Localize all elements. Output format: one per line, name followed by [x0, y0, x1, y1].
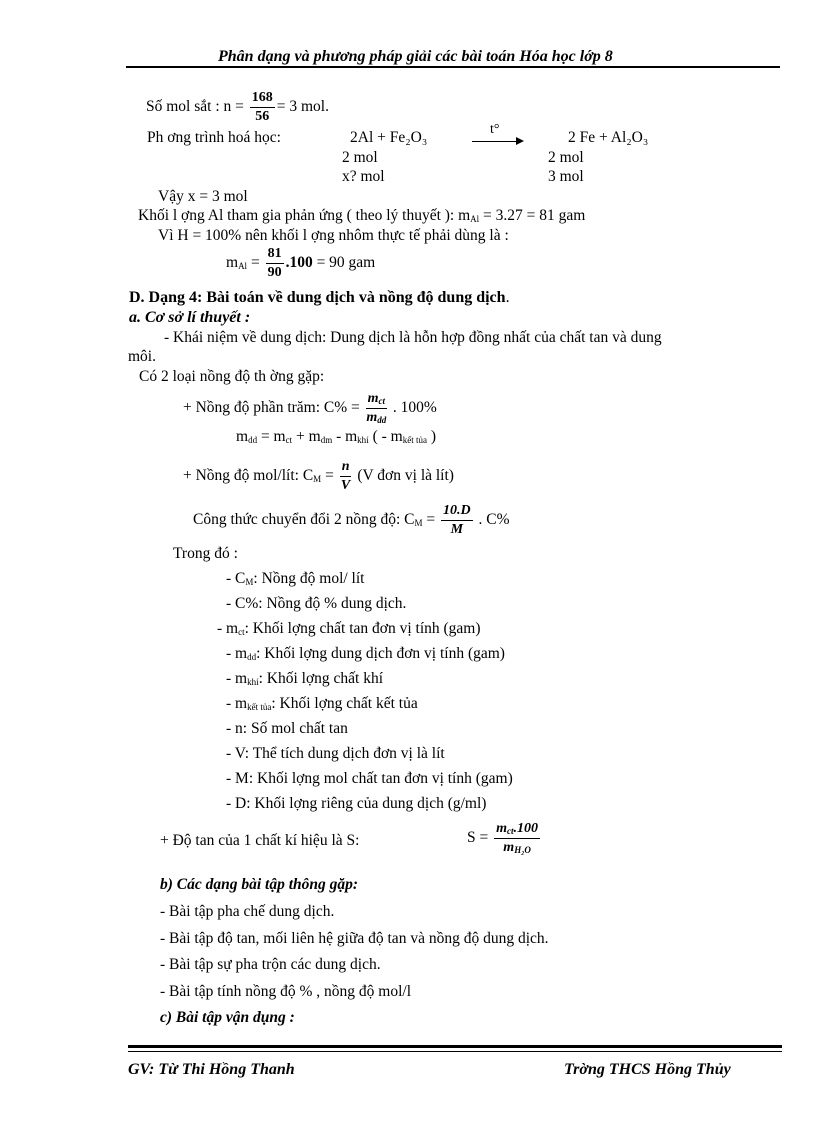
percent-den-sub: dd: [377, 415, 387, 425]
exercise-item: - Bài tập độ tan, mối liên hệ giữa độ tan và nồng độ dung dịch.: [160, 929, 549, 947]
header-rule: [126, 66, 780, 68]
s-den: m: [503, 840, 515, 855]
footer-rule-thin: [128, 1051, 782, 1052]
cm-label: + Nồng độ mol/lít: C: [183, 467, 314, 485]
definition-post: : Nồng độ mol/ lít: [253, 570, 365, 587]
mal-equals: =: [247, 254, 264, 272]
aluminum-mass-text: Khối l ợng Al tham gia phản ứng ( theo lý thuyết ): m: [138, 207, 471, 224]
mol-prefix: Số mol sắt : n =: [146, 98, 248, 116]
mdd-m: m: [236, 428, 249, 445]
cm-denominator: V: [340, 478, 351, 493]
subsection-c: c) Bài tập vận dụng :: [160, 1009, 295, 1026]
s-num-tail: .100: [513, 821, 539, 836]
definition-sub: kết tủa: [247, 702, 272, 712]
percent-label: + Nồng độ phần trăm: C% =: [183, 399, 364, 417]
definition-sub: dd: [247, 652, 257, 662]
mdd-khi: khí: [357, 435, 369, 445]
subsection-b: b) Các dạng bài tập thông gặp:: [160, 876, 359, 893]
mal-numerator: 81: [266, 247, 284, 264]
mal-multiplier: .100: [285, 254, 313, 272]
exercise-item: - Bài tập tính nồng độ % , nồng độ mol/l: [160, 982, 411, 1000]
s-num: m: [496, 821, 508, 836]
definition-pre: - C: [226, 570, 246, 587]
where-label: Trong đó :: [173, 545, 238, 562]
mdd-dm: dm: [320, 435, 333, 445]
definition-sub: ct: [238, 627, 245, 637]
exercise-item: - Bài tập pha chế dung dịch.: [160, 903, 335, 920]
conv-sub: M: [414, 518, 423, 529]
mal-fraction: [266, 247, 284, 280]
definition-pre: - m: [217, 620, 239, 637]
definition-pre: - D: Khối lợng riêng của dung dịch (g/ml): [226, 795, 487, 812]
percent-num-sub: ct: [378, 396, 386, 406]
aluminum-mass-line: [138, 208, 585, 224]
percent-num: m: [367, 391, 379, 406]
equation-products: 2 Fe + Al₂O₃: [568, 129, 649, 146]
conclusion-x: Vậy x = 3 mol: [158, 188, 248, 205]
footer-teacher: GV: Từ Thi Hồng Thanh: [128, 1061, 295, 1078]
mdd-part3: - m: [332, 428, 358, 445]
s-num-sub: ct: [507, 826, 514, 836]
actual-mass-line: [226, 247, 375, 280]
section-title: D. Dạng 4: Bài toán về dung dịch và nồng độ dung dịch: [129, 289, 506, 306]
conv-denominator: M: [450, 522, 464, 537]
definition-sub: khí: [247, 677, 259, 687]
mol-denominator: 56: [255, 109, 270, 124]
definition-pre: - m: [226, 695, 248, 712]
definition-item: [226, 721, 348, 737]
definition-pre: - M: Khối lợng mol chất tan đơn vị tính (gam): [226, 770, 513, 787]
percent-concentration-line: [183, 392, 437, 425]
definition-pre: - C%: Nồng độ % dung dịch.: [226, 595, 407, 612]
equation-reactants: 2Al + Fe₂O₃: [350, 129, 428, 146]
definition-item: [226, 796, 486, 812]
aluminum-mass-value: = 3.27 = 81 gam: [479, 207, 586, 224]
mol-numerator: 168: [250, 91, 275, 108]
s-den-sub: H₂O: [514, 845, 531, 855]
mal-result: = 90 gam: [312, 254, 376, 272]
section-title-line: [129, 290, 510, 306]
definition-pre: - V: Thể tích dung dịch đơn vị là lít: [226, 745, 445, 762]
conv-eq: =: [422, 511, 440, 529]
cm-fraction: [340, 460, 352, 493]
definition-item: [226, 646, 505, 662]
subsection-a: a. Cơ sở lí thuyết :: [129, 309, 251, 326]
mdd-ct: ct: [285, 435, 293, 445]
cm-eq: =: [321, 467, 338, 485]
mal-denominator: 90: [267, 265, 282, 280]
exercise-item: - Bài tập sự pha trộn các dung dịch.: [160, 956, 381, 973]
solubility-formula: [467, 822, 542, 855]
conv-numerator: 10.D: [441, 504, 473, 521]
definition-item: [226, 671, 383, 687]
definition-post: : Khối lợng chất tan đơn vị tính (gam): [244, 620, 481, 637]
definition-item: [226, 596, 406, 612]
definition-post: : Khối lợng chất khí: [258, 670, 384, 687]
definition-item: [226, 771, 513, 787]
s-eq: S =: [467, 829, 493, 847]
mdd-sub: dd: [248, 435, 258, 445]
percent-den: m: [366, 410, 378, 425]
percent-fraction: [366, 392, 387, 425]
row2-right: 3 mol: [548, 168, 584, 185]
equation-arrow: [472, 122, 524, 146]
conv-tail: . C%: [474, 511, 510, 529]
percent-tail: . 100%: [389, 399, 437, 417]
two-types-line: Có 2 loại nồng độ th ờng gặp:: [139, 368, 325, 385]
arrow-label: t°: [490, 122, 500, 138]
efficiency-line: Vì H = 100% nên khối l ợng nhôm thực tế phải dùng là :: [158, 227, 509, 244]
definition-item: [226, 696, 418, 712]
mdd-part4: ( - m: [368, 428, 403, 445]
molar-concentration-line: [183, 460, 454, 493]
definition-post: : Khối lợng dung dịch đơn vị tính (gam): [256, 645, 505, 662]
footer-school: Trờng THCS Hồng Thủy: [564, 1061, 731, 1078]
definition-item: [226, 571, 364, 587]
footer-rule-thick: [128, 1045, 782, 1048]
mol-fraction: [250, 91, 275, 124]
cm-tail: (V đơn vị là lít): [353, 467, 454, 485]
conv-fraction: [441, 504, 473, 537]
definition-line-2: môi.: [128, 348, 156, 365]
definition-item: [226, 746, 445, 762]
row1-left: 2 mol: [342, 149, 378, 166]
row1-right: 2 mol: [548, 149, 584, 166]
definition-line-1: - Khái niệm về dung dịch: Dung dịch là hỗn hợp đồng nhất của chất tan và dung: [164, 329, 662, 346]
cm-sub: M: [313, 474, 322, 485]
s-fraction: [494, 822, 540, 855]
conv-label: Công thức chuyển đổi 2 nồng độ: C: [193, 511, 415, 529]
mal-symbol: m: [226, 254, 239, 272]
aluminum-sub: Al: [470, 214, 480, 224]
definition-pre: - m: [226, 670, 248, 687]
solubility-label: + Độ tan của 1 chất kí hiệu là S:: [160, 832, 360, 849]
definition-sub: M: [245, 577, 254, 587]
section-title-dot: .: [505, 289, 510, 306]
mol-iron-line: [146, 91, 329, 124]
mal-sub: Al: [238, 261, 248, 272]
mdd-part2: + m: [292, 428, 321, 445]
conversion-formula-line: [193, 504, 510, 537]
page-header-title: Phân dạng và phương pháp giải các bài toán Hóa học lớp 8: [218, 48, 613, 65]
row2-left: x? mol: [342, 168, 385, 185]
mdd-kt: kết tủa: [402, 435, 427, 445]
definition-item: [217, 621, 481, 637]
definition-pre: - n: Số mol chất tan: [226, 720, 348, 737]
mdd-part1: = m: [257, 428, 286, 445]
mol-result: = 3 mol.: [276, 98, 329, 116]
definition-pre: - m: [226, 645, 248, 662]
equation-label: Ph ơng trình hoá học:: [147, 129, 281, 146]
definition-post: : Khối lợng chất kết tủa: [271, 695, 418, 712]
mdd-part5: ): [426, 428, 436, 445]
mdd-formula-line: [236, 429, 436, 445]
cm-numerator: n: [340, 460, 352, 477]
